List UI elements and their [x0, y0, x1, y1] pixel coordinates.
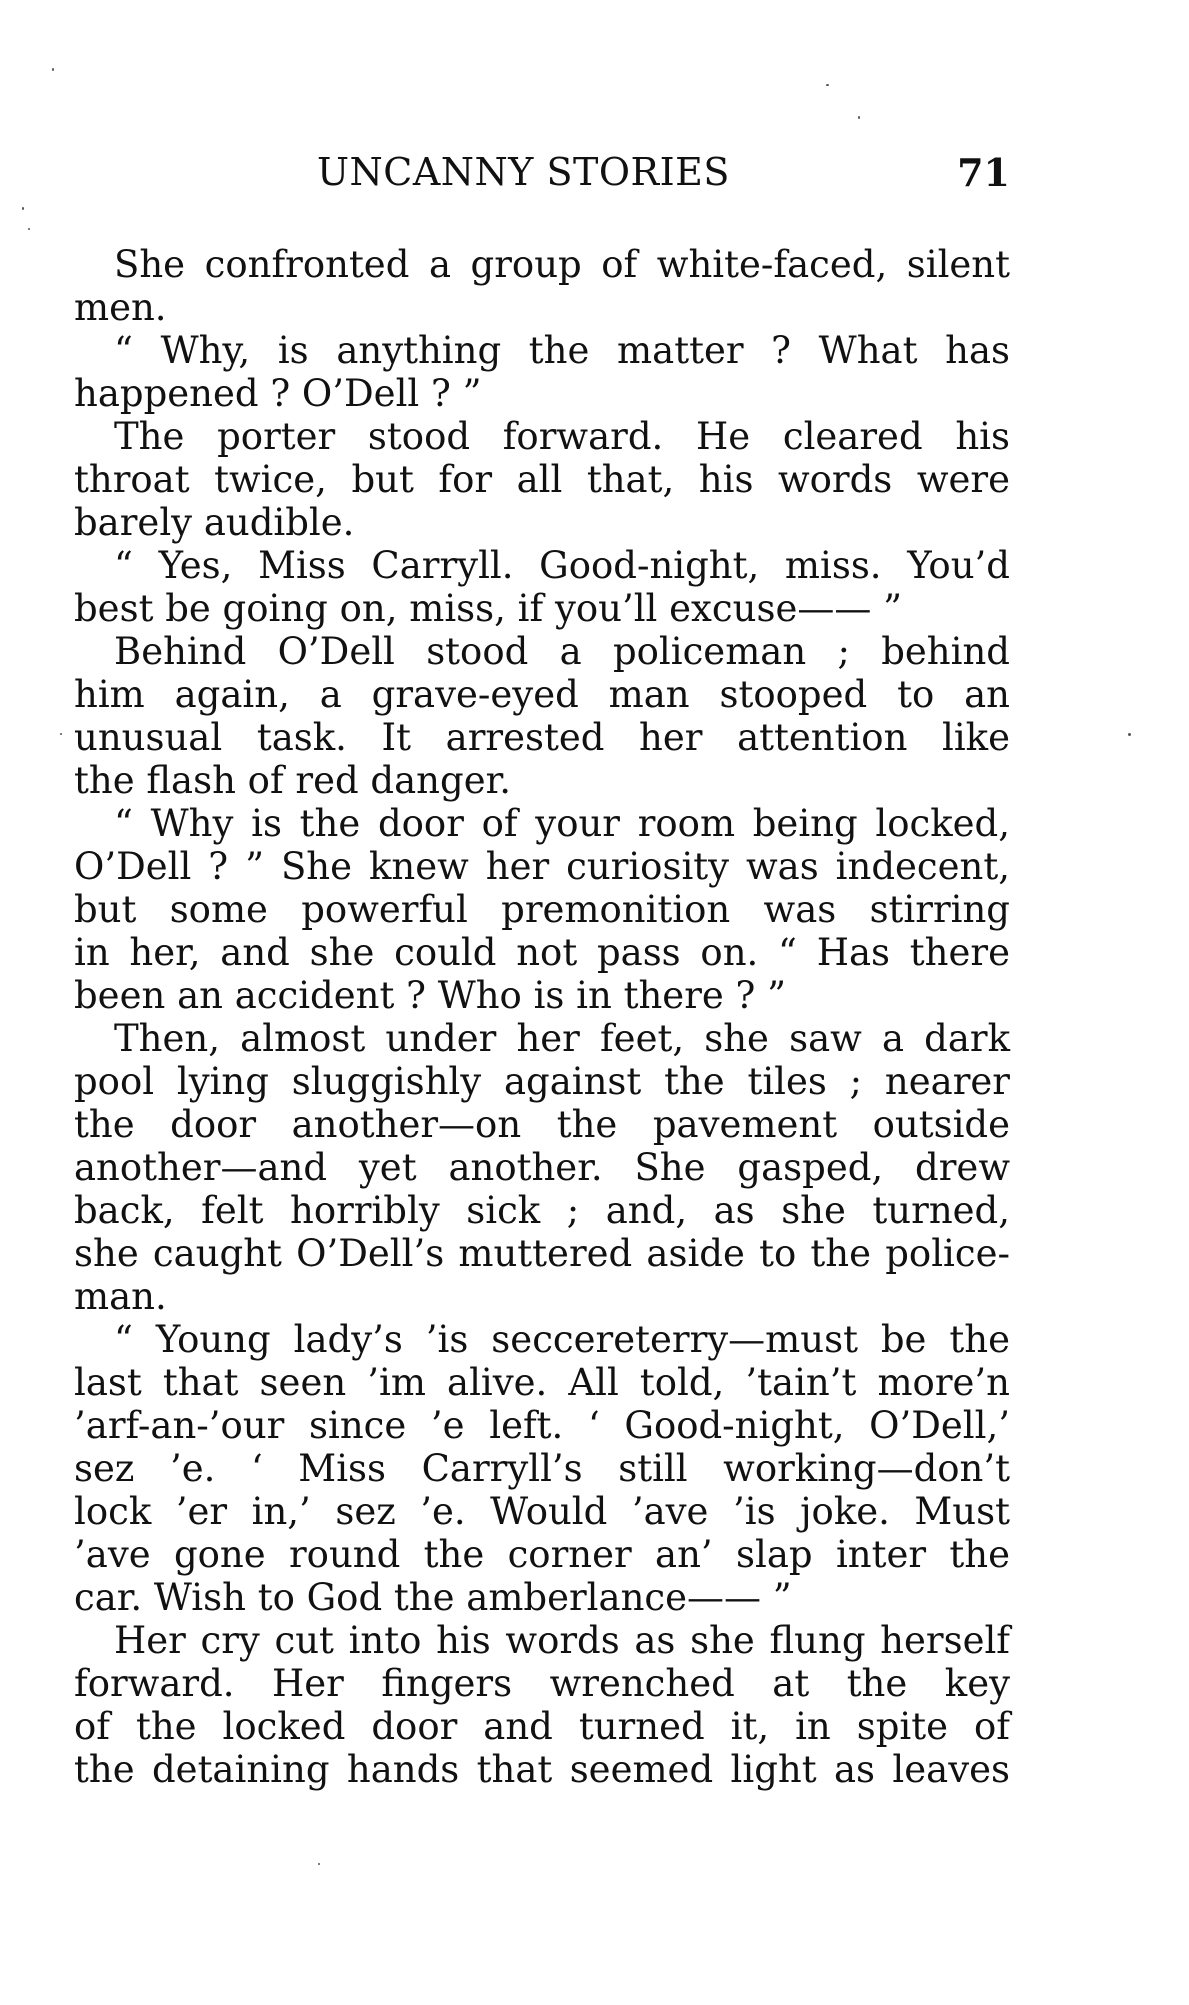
paper-speck — [318, 1863, 320, 1865]
text-line: pool lying sluggishly against the tiles ; nearer — [74, 1060, 1010, 1103]
text-line: Behind O’Dell stood a policeman ; behind — [114, 630, 1010, 673]
paper-speck — [28, 228, 30, 230]
paper-speck — [826, 84, 829, 86]
text-line: “ Yes, Miss Carryll. Good-night, miss. You’d — [114, 544, 1010, 587]
text-line: “ Why is the door of your room being locked, — [114, 802, 1010, 845]
text-line: back, felt horribly sick ; and, as she turned, — [74, 1189, 1010, 1232]
text-line: She confronted a group of white-faced, silent — [114, 243, 1010, 286]
page-number: 71 — [957, 150, 1010, 195]
text-line: the door another—on the pavement outside — [74, 1103, 1010, 1146]
page-header — [74, 150, 1010, 200]
text-line: the detaining hands that seemed light as leaves — [74, 1748, 1010, 1791]
body-text — [74, 243, 1010, 1791]
text-line: man. — [74, 1275, 167, 1318]
text-line: Her cry cut into his words as she flung herself — [114, 1619, 1010, 1662]
text-line: happened ? O’Dell ? ” — [74, 372, 482, 415]
text-line: forward. Her fingers wrenched at the key — [74, 1662, 1010, 1705]
text-line: last that seen ’im alive. All told, ’tain’t more’n — [74, 1361, 1010, 1404]
paper-speck — [60, 733, 62, 735]
text-line: Then, almost under her feet, she saw a dark — [114, 1017, 1010, 1060]
text-line: throat twice, but for all that, his words were — [74, 458, 1010, 501]
running-title: UNCANNY STORIES — [317, 150, 730, 194]
text-line: him again, a grave-eyed man stooped to an — [74, 673, 1010, 716]
text-line: car. Wish to God the amberlance—— ” — [74, 1576, 792, 1619]
text-line: but some powerful premonition was stirring — [74, 888, 1010, 931]
text-line: unusual task. It arrested her attention like — [74, 716, 1010, 759]
text-line: she caught O’Dell’s muttered aside to the police- — [74, 1232, 1010, 1275]
text-line: men. — [74, 286, 167, 329]
text-line: in her, and she could not pass on. “ Has there — [74, 931, 1010, 974]
text-line: sez ’e. ‘ Miss Carryll’s still working—don’t — [74, 1447, 1010, 1490]
paper-speck — [858, 116, 860, 119]
paper-speck — [1128, 733, 1131, 736]
text-line: of the locked door and turned it, in spite of — [74, 1705, 1010, 1748]
text-line: another—and yet another. She gasped, drew — [74, 1146, 1010, 1189]
text-line: lock ’er in,’ sez ’e. Would ’ave ’is joke. Must — [74, 1490, 1010, 1533]
text-line: the flash of red danger. — [74, 759, 511, 802]
text-line: best be going on, miss, if you’ll excuse—— ” — [74, 587, 903, 630]
text-line: ’ave gone round the corner an’ slap inter the — [74, 1533, 1010, 1576]
text-line: ’arf-an-’our since ’e left. ‘ Good-night, O’Dell,’ — [74, 1404, 1010, 1447]
text-line: O’Dell ? ” She knew her curiosity was indecent, — [74, 845, 1010, 888]
text-line: been an accident ? Who is in there ? ” — [74, 974, 787, 1017]
text-line: barely audible. — [74, 501, 355, 544]
paper-speck — [22, 207, 24, 210]
text-line: The porter stood forward. He cleared his — [114, 415, 1010, 458]
text-line: “ Young lady’s ’is seccereterry—must be the — [114, 1318, 1010, 1361]
paper-speck — [52, 68, 54, 71]
text-line: “ Why, is anything the matter ? What has — [114, 329, 1010, 372]
